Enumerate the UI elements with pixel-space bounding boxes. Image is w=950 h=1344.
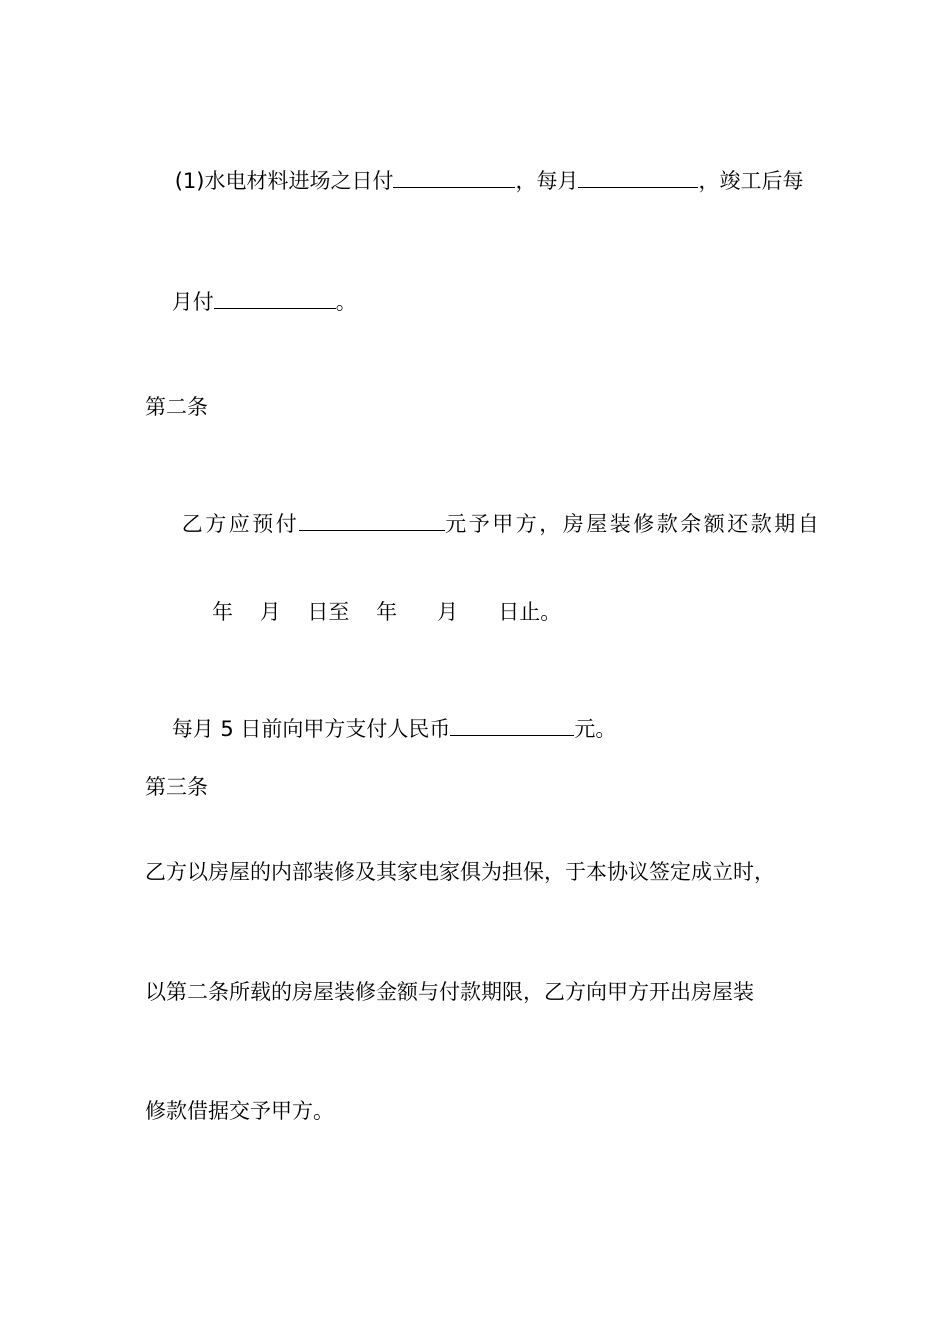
article-3-line-3: 修款借据交予甲方。 (145, 1099, 334, 1123)
clause-1-line-2 (145, 256, 357, 347)
article-3-line-2: 以第二条所载的房屋装修金额与付款期限，乙方向甲方开出房屋装 (145, 980, 754, 1004)
clause-1-text-end: ，竣工后每 (698, 169, 804, 193)
blank-field (299, 508, 445, 531)
article-3-line-1: 乙方以房屋的内部装修及其家电家俱为担保，于本协议签定成立时， (145, 860, 775, 884)
article-3-heading: 第三条 (145, 775, 208, 799)
article-2-payment-text: 每月 5 日前向甲方支付人民币 (171, 717, 451, 741)
blank-field (214, 286, 336, 309)
article-2-heading: 第二条 (145, 395, 208, 419)
clause-1-text-period: 。 (335, 290, 357, 314)
clause-1-text-continued: 月付 (171, 290, 214, 314)
article-2-line-1 (145, 478, 821, 569)
blank-field (450, 713, 574, 736)
article-2-text-end: 元予甲方，房屋装修款余额还款期自 (445, 512, 822, 536)
blank-field (578, 165, 698, 188)
clause-1-line-1 (148, 135, 803, 226)
clause-1-text-middle: ，每月 (515, 169, 579, 193)
article-2-payment-end: 元。 (574, 717, 617, 741)
article-2-text-start: 乙方应预付 (181, 512, 300, 536)
article-2-line-3 (145, 683, 616, 774)
clause-1-text-start: (1)水电材料进场之日付 (174, 169, 394, 193)
blank-field (393, 165, 515, 188)
article-2-date-range: 年 月 日至 年 月 日止。 (212, 600, 562, 624)
